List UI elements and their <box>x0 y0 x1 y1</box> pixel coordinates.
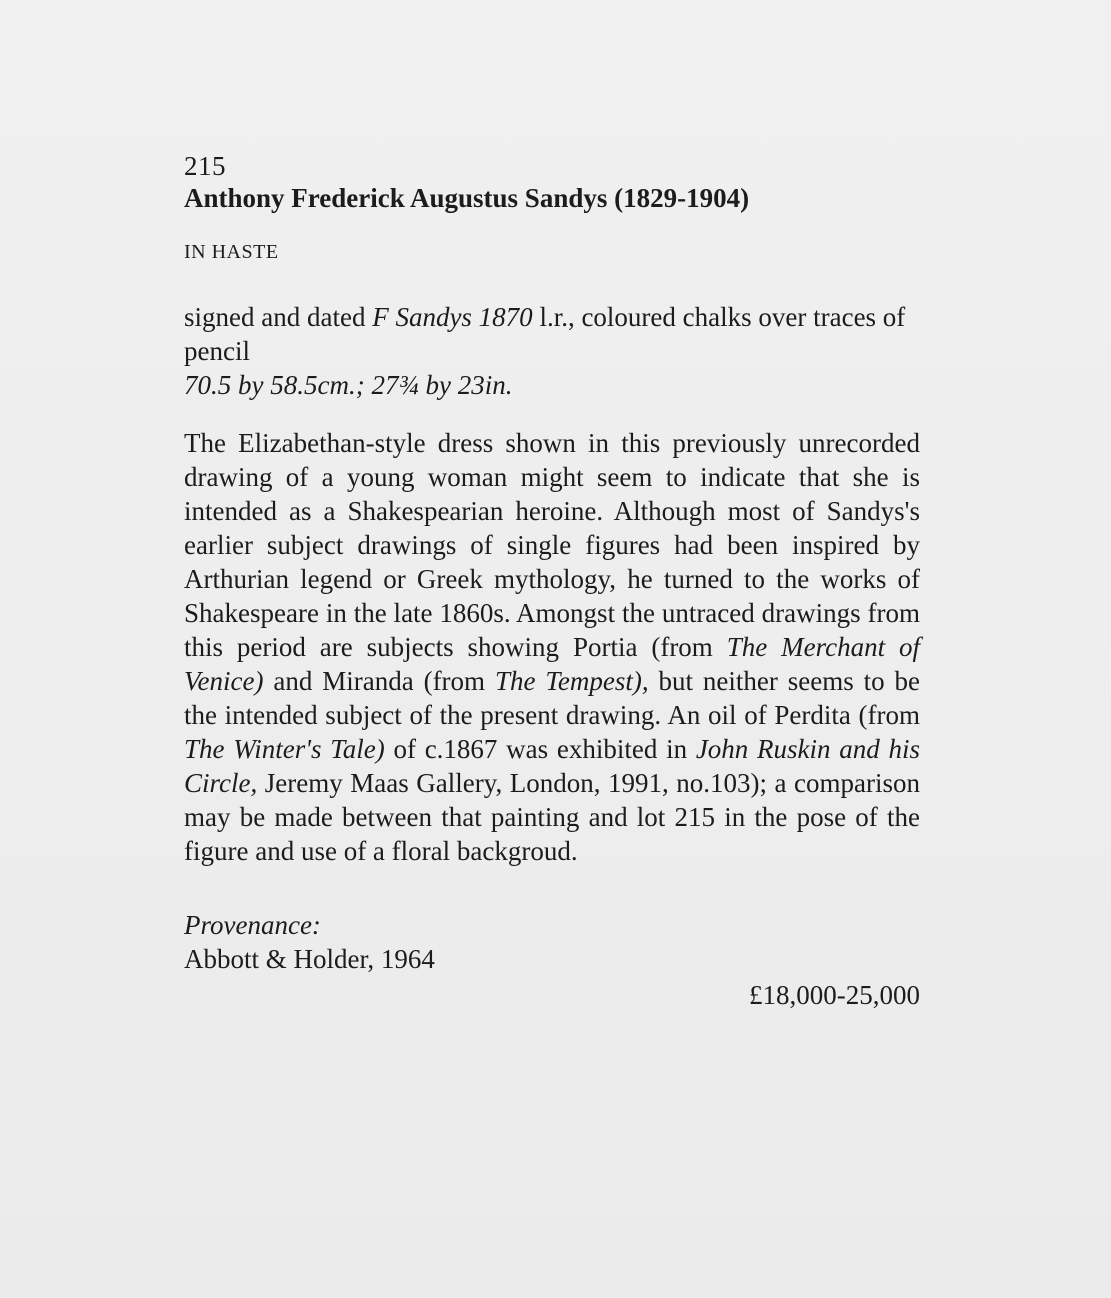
artwork-details <box>184 300 920 402</box>
work-title-winters-tale: The Winter's Tale) <box>184 734 385 764</box>
lot-entry <box>184 150 920 1012</box>
work-title-merchant: The Merchant of Venice) <box>184 632 920 696</box>
work-title-tempest: The Tempest), <box>494 666 649 696</box>
exhibition-title: John Ruskin and his Circle, <box>184 734 920 798</box>
description-part-4: of c.1867 was exhibited in <box>384 734 696 764</box>
signed-prefix: signed and dated <box>184 302 373 332</box>
provenance-label: Provenance: <box>184 910 321 940</box>
description-part-1: The Elizabethan-style dress shown in this previously unrecorded drawing of a young woman might seem to indicate that she is intended as a Shakespearian heroine. Although most of Sandys's earlier subject drawings of single figures had been inspired by Arthurian legend or Greek mythology, he turned to the works of Shakespeare in the late 1860s. Amongst the untraced drawings from this period are subjects showing Portia (from <box>184 428 920 662</box>
description-part-2: and Miranda (from <box>263 666 495 696</box>
description-part-5: Jeremy Maas Gallery, London, 1991, no.103); a comparison may be made between that painting and lot 215 in the pose of the figure and use of a floral backgroud. <box>184 768 920 866</box>
lot-number: 215 <box>184 151 226 181</box>
estimate: £18,000-25,000 <box>749 980 920 1010</box>
artist-name: Anthony Frederick Augustus Sandys (1829-1904) <box>184 183 750 213</box>
description-part-3: but neither seems to be the intended subject of the present drawing. An oil of Perdita (from <box>184 666 920 730</box>
signature-text: F Sandys 1870 <box>372 302 533 332</box>
artwork-title: IN HASTE <box>184 241 279 263</box>
provenance <box>184 908 920 976</box>
signature-line <box>184 300 920 368</box>
signed-suffix: l.r., coloured chalks over traces of pencil <box>184 302 906 366</box>
dimensions: 70.5 by 58.5cm.; 27¾ by 23in. <box>184 370 513 400</box>
description <box>184 426 920 868</box>
provenance-value: Abbott & Holder, 1964 <box>184 944 435 974</box>
